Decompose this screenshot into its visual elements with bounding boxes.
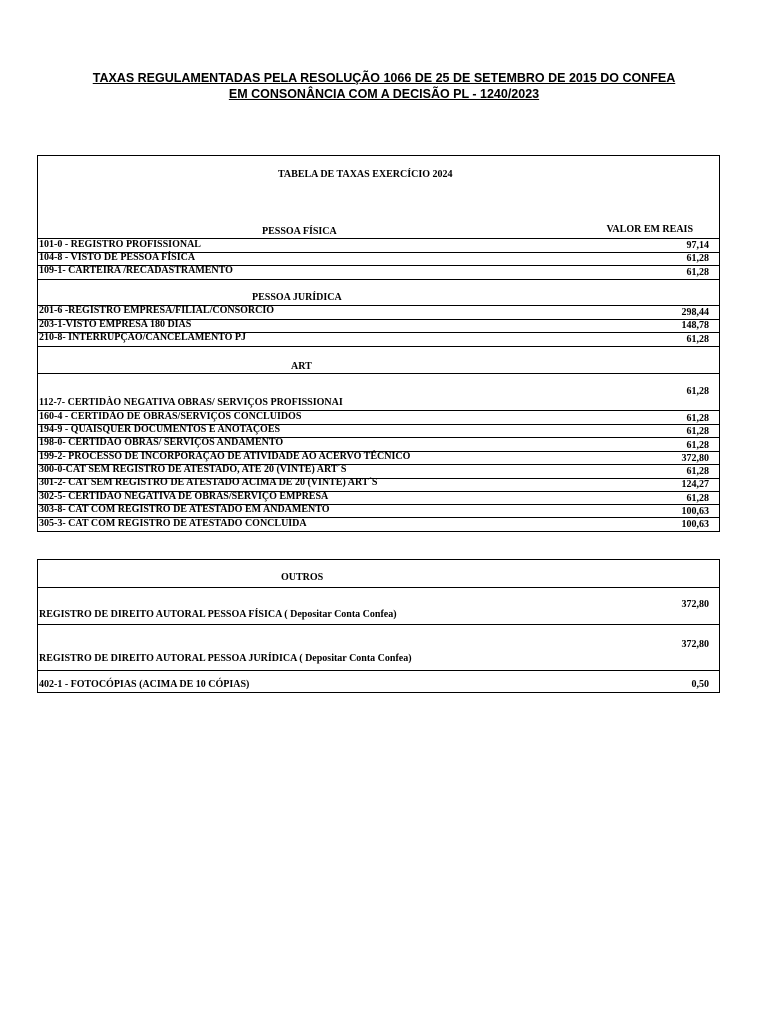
fee-value: 0,50 (691, 679, 709, 690)
other-section-title: OUTROS (281, 572, 324, 583)
fee-label: 305-3- CAT COM REGISTRO DE ATESTADO CONCLUÍDA (39, 518, 307, 529)
fee-label: 101-0 - REGISTRO PROFISSIONAL (39, 239, 201, 250)
divider (38, 373, 719, 374)
heading-line-1: TAXAS REGULAMENTADAS PELA RESOLUÇÃO 1066 DE 25 DE SETEMBRO DE 2015 DO CONFEA (92, 71, 676, 85)
fee-label: REGISTRO DE DIREITO AUTORAL PESSOA JURÍDICA ( Depositar Conta Confea) (39, 653, 412, 664)
document-heading (0, 70, 768, 102)
fee-value: 61,28 (686, 253, 709, 264)
fee-value: 61,28 (686, 493, 709, 504)
fee-value: 61,28 (686, 386, 709, 397)
fee-label: 160-4 - CERTIDÃO DE OBRAS/SERVIÇOS CONCLUIDOS (39, 411, 302, 422)
fee-value: 61,28 (686, 426, 709, 437)
fee-label: 203-1-VISTO EMPRESA 180 DIAS (39, 319, 192, 330)
fee-value: 100,63 (681, 506, 709, 517)
divider (38, 670, 719, 671)
fee-value: 61,28 (686, 413, 709, 424)
fee-label: 112-7- CERTIDÀO NEGATIVA OBRAS/ SERVIÇOS PROFISSIONAI (39, 397, 343, 408)
other-fees-table (37, 559, 720, 693)
fee-value: 61,28 (686, 334, 709, 345)
fee-value: 372,80 (681, 453, 709, 464)
fee-label: 109-1- CARTEIRA /RECADASTRAMENTO (39, 265, 233, 276)
fee-value: 372,80 (681, 639, 709, 650)
divider (38, 587, 719, 588)
value-column-header: VALOR EM REAIS (606, 224, 693, 235)
fee-label: 199-2- PROCESSO DE INCORPORAÇAO DE ATIVIDADE AO ACERVO TÉCNICO (39, 451, 411, 462)
title-divider (38, 199, 719, 200)
fee-label: 201-6 -REGISTRO EMPRESA/FILIAL/CONSORCIO (39, 305, 275, 316)
divider (38, 279, 719, 280)
art-section-title: ART (291, 361, 312, 372)
fee-label: 300-0-CAT SEM REGISTRO DE ATESTADO, ATE 20 (VINTE) ART´S (39, 464, 347, 475)
fee-label: 303-8- CAT COM REGISTRO DE ATESTADO EM ANDAMENTO (39, 504, 330, 515)
fee-label: 402-1 - FOTOCÓPIAS (ACIMA DE 10 CÓPIAS) (39, 679, 250, 690)
fee-value: 372,80 (681, 599, 709, 610)
fees-table (37, 155, 720, 532)
fee-label: 210-8- INTERRUPÇAO/CANCELAMENTO PJ (39, 332, 247, 343)
fees-table-title: TABELA DE TAXAS EXERCÍCIO 2024 (278, 169, 453, 180)
fee-value: 61,28 (686, 466, 709, 477)
pj-section-title: PESSOA JURÍDICA (252, 292, 342, 303)
fee-value: 97,14 (686, 240, 709, 251)
divider (38, 346, 719, 347)
fee-value: 298,44 (681, 307, 709, 318)
divider (38, 624, 719, 625)
fee-value: 61,28 (686, 267, 709, 278)
fee-label: 104-8 - VISTO DE PESSOA FÍSICA (39, 252, 196, 263)
heading-line-2: EM CONSONÂNCIA COM A DECISÃO PL - 1240/2023 (228, 87, 540, 101)
fee-label: REGISTRO DE DIREITO AUTORAL PESSOA FÍSICA ( Depositar Conta Confea) (39, 609, 397, 620)
fee-label: 194-9 - QUAISQUER DOCUMENTOS E ANOTAÇOES (39, 424, 281, 435)
fee-value: 148,78 (681, 320, 709, 331)
fee-label: 302-5- CERTIDAO NEGATIVA DE OBRAS/SERVIÇO EMPRESA (39, 491, 329, 502)
pf-section-title: PESSOA FÍSICA (262, 226, 337, 237)
fee-value: 61,28 (686, 440, 709, 451)
fee-value: 100,63 (681, 519, 709, 530)
fee-label: 301-2- CAT SEM REGISTRO DE ATESTADO ACIMA DE 20 (VINTE) ART´S (39, 477, 378, 488)
fee-value: 124,27 (681, 479, 709, 490)
fee-label: 198-0- CERTIDAO OBRAS/ SERVIÇOS ANDAMENTO (39, 437, 284, 448)
